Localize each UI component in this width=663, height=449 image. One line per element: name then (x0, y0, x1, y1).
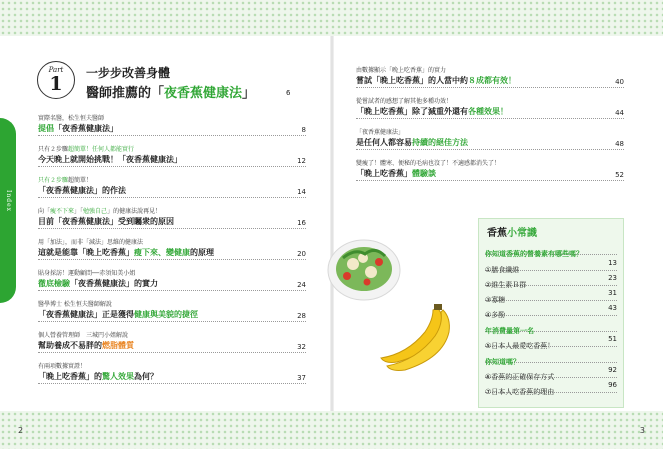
entry-title-highlight: 驚人效果 (102, 372, 134, 381)
salad-image (325, 228, 403, 306)
entry-title-end: 為何？ (134, 372, 158, 381)
entry-subtitle: 由數據顯示「晚上吃香蕉」的實力 (356, 67, 447, 74)
entry-subtitle: 貼身採訪！運動顧問──赤須知美小姐 (38, 270, 136, 277)
entry-title-end: 的原理 (190, 248, 214, 257)
part-badge (37, 61, 75, 99)
banana-image (377, 304, 467, 374)
part-title-line2[interactable] (86, 82, 255, 101)
entry-title-highlight: 提倡 (38, 124, 54, 133)
toc-entry[interactable] (38, 114, 306, 136)
entry-title: 目前「夜香蕉健康法」受到矚衆的原因 (38, 217, 174, 226)
toc-entry[interactable] (356, 97, 624, 119)
toc-entry[interactable] (356, 66, 624, 88)
toc-entry[interactable] (38, 269, 306, 291)
knowledge-page: 92 (608, 366, 617, 374)
part-title-suffix: 」 (242, 86, 256, 101)
toc-entry[interactable] (38, 300, 306, 322)
entry-title: 這就是能靠「晚上吃香蕉」 (38, 248, 134, 257)
entry-title: 嘗試「晚上吃香蕉」的人當中約 (356, 76, 468, 85)
entry-page: 28 (297, 312, 306, 320)
entry-title: 「夜香蕉健康法」正是獲得 (38, 310, 134, 319)
entry-title: 「晚上吃香蕉」除了減重外還有 (356, 107, 468, 116)
knowledge-text: 你知道嗎？ (485, 358, 520, 366)
entry-title: 「夜香蕉健康法」的實力 (70, 279, 158, 288)
knowledge-item[interactable] (485, 364, 617, 381)
top-dot-pattern (0, 0, 663, 36)
knowledge-item[interactable] (485, 379, 617, 396)
entry-subtitle: 個人營養管理師 三城円小姐解說 (38, 332, 129, 339)
knowledge-text: ⑤日本人最愛吃香蕉！ (485, 342, 555, 350)
entry-subtitle-highlight-1: 瘦不下來 (50, 208, 75, 215)
entry-subtitle-highlight: 超簡單！任何人都能實行 (68, 146, 135, 153)
knowledge-text: ①膳食纖維 (485, 266, 520, 274)
entry-title-highlight: 持續的絕佳方法 (412, 138, 468, 147)
toc-entry[interactable] (38, 362, 306, 384)
entry-title-highlight: ８成都有效！ (468, 76, 516, 85)
part-word: Part (48, 66, 64, 74)
knowledge-text: ⑦日本人吃香蕉的理由 (485, 388, 555, 396)
knowledge-page: 13 (608, 259, 617, 267)
entry-title-highlight: 各種效果！ (468, 107, 508, 116)
part-title-prefix: 醫師推薦的「 (86, 86, 165, 101)
entry-subtitle: 「夜香蕉健康法」 (356, 129, 405, 136)
knowledge-text: ⑥香蕉的正確保存方式 (485, 373, 555, 381)
entry-title: 是任何人都容易 (356, 138, 412, 147)
entry-subtitle: 有兩項數據實證！ (38, 363, 87, 370)
knowledge-item[interactable] (485, 272, 617, 289)
knowledge-title-highlight: 小常識 (507, 228, 537, 239)
knowledge-heading (485, 349, 617, 366)
knowledge-text: ④多酚 (485, 311, 506, 319)
knowledge-page: 43 (608, 304, 617, 312)
entry-page: 52 (615, 171, 624, 179)
entry-page: 32 (297, 343, 306, 351)
entry-page: 44 (615, 109, 624, 117)
part-page-number: 6 (286, 89, 291, 97)
toc-entry[interactable] (38, 238, 306, 260)
entry-subtitle: 超簡單！ (68, 177, 93, 184)
knowledge-page: 96 (608, 381, 617, 389)
knowledge-title-a: 香蕉 (487, 228, 507, 239)
entry-title: 幫助養成不易胖的 (38, 341, 102, 350)
knowledge-item[interactable] (485, 287, 617, 304)
entry-title: 「晚上吃香蕉」 (356, 169, 412, 178)
entry-subtitle-c: 」的健康法說再見！ (107, 208, 162, 215)
entry-title: 「夜香蕉健康法」的作法 (38, 186, 126, 195)
entry-page: 14 (297, 188, 306, 196)
entry-title-highlight: 燃脂體質 (102, 341, 134, 350)
entry-page: 20 (297, 250, 306, 258)
knowledge-page: 23 (608, 274, 617, 282)
entry-subtitle: 實際名醫，松生恒夫醫師 (38, 115, 105, 122)
entry-title-highlight: 徹底檢驗 (38, 279, 70, 288)
entry-subtitle: 醫學博士 松生恒夫醫師解說 (38, 301, 112, 308)
knowledge-heading (485, 241, 617, 258)
toc-entry[interactable] (38, 331, 306, 353)
entry-page: 40 (615, 78, 624, 86)
entry-page: 24 (297, 281, 306, 289)
knowledge-text: ②維生素Ｂ群 (485, 281, 527, 289)
page-number-right: 3 (639, 426, 645, 435)
knowledge-item[interactable] (485, 333, 617, 350)
knowledge-page: 31 (608, 289, 617, 297)
page-number-left: 2 (18, 426, 24, 435)
entry-title-highlight: 體驗談 (412, 169, 436, 178)
banana-knowledge-box (478, 218, 624, 408)
entry-subtitle-highlight-2: 勉強自己 (83, 208, 108, 215)
knowledge-text: ③寡糖 (485, 296, 506, 304)
entry-title: 「夜香蕉健康法」 (54, 124, 118, 133)
toc-entry[interactable] (356, 128, 624, 150)
entry-page: 48 (615, 140, 624, 148)
entry-subtitle-highlight: 只有２步驟 (38, 177, 69, 184)
entry-subtitle: 從嘗試者的感想了解其他多種功效！ (356, 98, 453, 105)
entry-subtitle-b: 」「 (74, 208, 84, 215)
part-number: 1 (49, 73, 63, 95)
toc-entry[interactable] (38, 176, 306, 198)
toc-entry[interactable] (38, 207, 306, 229)
knowledge-text: 年消費量第一名 (485, 327, 534, 335)
part-title-line1: 一步步改善身體 (86, 66, 171, 80)
entry-subtitle: 只有２步驟 (38, 146, 69, 153)
knowledge-text: 你知道香蕉的營養素有哪些嗎？ (485, 250, 583, 258)
entry-title-highlight: 健康與美貌的捷徑 (134, 310, 198, 319)
entry-title: 今天晚上就開始挑戰！「夜香蕉健康法」 (38, 155, 182, 164)
index-label: Index (5, 190, 12, 213)
knowledge-item[interactable] (485, 257, 617, 274)
entry-title-highlight: 瘦下來、變健康 (134, 248, 190, 257)
knowledge-box-title (487, 224, 537, 239)
part-title-highlight: 夜香蕉健康法 (164, 86, 243, 101)
knowledge-heading (485, 318, 617, 335)
entry-subtitle: 變瘦了！體寒、便秘的毛病也沒了！不適感都消失了！ (356, 160, 501, 167)
entry-title: 「晚上吃香蕉」的 (38, 372, 102, 381)
bottom-dot-pattern (0, 411, 663, 449)
entry-page: 16 (297, 219, 306, 227)
toc-entry[interactable] (38, 145, 306, 167)
toc-entry[interactable] (356, 159, 624, 181)
entry-subtitle-a: 向「 (38, 208, 51, 215)
entry-subtitle: 用「加法」，而非「減法」思維的健康法 (38, 239, 144, 246)
knowledge-page: 51 (608, 335, 617, 343)
entry-page: 8 (301, 126, 306, 134)
book-gutter (330, 36, 334, 411)
entry-page: 37 (297, 374, 306, 382)
entry-page: 12 (297, 157, 306, 165)
knowledge-item[interactable] (485, 302, 617, 319)
